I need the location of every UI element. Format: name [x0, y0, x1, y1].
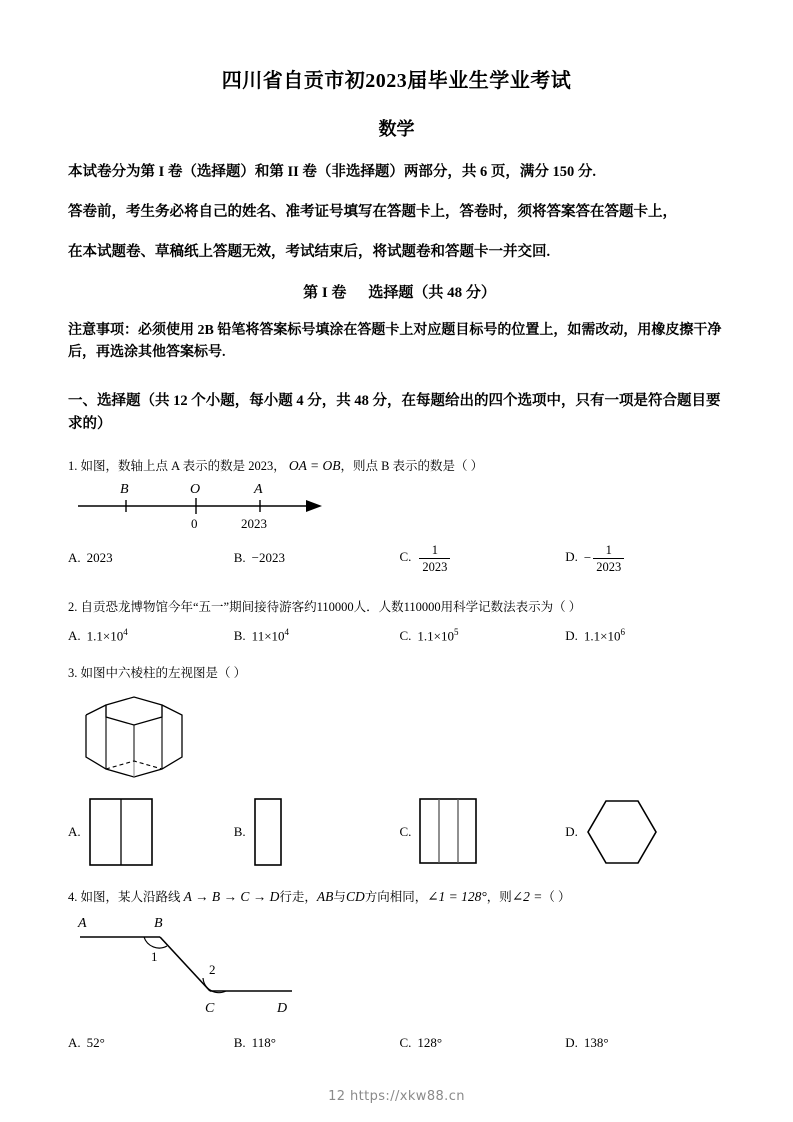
- option-c-label: C.: [399, 628, 412, 644]
- footer-watermark: 12 https://xkw88.cn: [328, 1089, 465, 1104]
- question-1-option-b[interactable]: [234, 550, 400, 566]
- question-4-mid-3: 方向相同，: [364, 890, 428, 905]
- question-4-segment-cd: CD: [345, 889, 365, 905]
- question-4-mid-4: ，则: [486, 890, 512, 905]
- option-d-text: 138°: [583, 1035, 609, 1051]
- question-3-option-d[interactable]: [565, 797, 731, 867]
- question-2-stem-text: 自贡恐龙博物馆今年“五一”期间接待游客约110000人．人数110000用科学记数法表示为（ ）: [80, 600, 582, 615]
- number-line-value-a: 2023: [241, 516, 267, 532]
- vertex-label-b: B: [154, 916, 163, 932]
- question-4-stem-pre: 如图，某人沿路线: [80, 890, 181, 905]
- option-c-base: 1.1×10: [417, 628, 455, 644]
- question-2-option-a[interactable]: [68, 627, 234, 644]
- zigzag-path-diagram: [74, 913, 314, 1025]
- question-4-stem: [68, 867, 731, 907]
- instruction-line-1: 本试卷分为第 I 卷（选择题）和第 II 卷（非选择题）两部分，共 6 页，满分 150 分.: [68, 164, 597, 180]
- option-d-fraction: [593, 543, 624, 574]
- question-1-stem: [68, 436, 731, 476]
- option-b-label: B.: [233, 824, 246, 840]
- question-3-options: [68, 787, 731, 867]
- rect-two-lines-icon: [419, 797, 481, 867]
- option-a-text: 2023: [86, 550, 113, 566]
- option-b-text: −2023: [251, 550, 286, 566]
- option-a-text: 52°: [86, 1035, 105, 1051]
- option-b-exponent: 4: [284, 627, 290, 638]
- vertex-label-c: C: [205, 1001, 215, 1017]
- question-1-stem-pre: 如图，数轴上点 A 表示的数是 2023，: [80, 459, 286, 474]
- angle-2-label: 2: [209, 962, 216, 978]
- question-2-options: [68, 617, 731, 644]
- option-c-denominator: 2023: [422, 559, 448, 574]
- subject-title: 数学: [378, 119, 415, 139]
- number-line-label-b: B: [120, 482, 129, 498]
- option-d-numerator: 1: [593, 543, 624, 559]
- question-4-option-d[interactable]: [565, 1035, 731, 1051]
- option-c-label: C.: [399, 549, 412, 565]
- narrow-rect-icon: [254, 797, 288, 867]
- option-c-numerator: 1: [419, 543, 450, 559]
- question-4-option-a[interactable]: [68, 1035, 234, 1051]
- paper-section-label: 第 I 卷: [303, 285, 347, 302]
- question-2-stem: [68, 578, 731, 617]
- question-1-number: 1.: [68, 459, 78, 474]
- paper-section-heading: [68, 261, 731, 302]
- number-line-label-a: A: [254, 482, 263, 498]
- choice-section-heading: 一、选择题（共 12 个小题，每小题 4 分，共 48 分，在每题给出的四个选项中，只有一项是符合题目要求的）: [68, 392, 721, 432]
- rect-one-line-icon: [89, 797, 155, 867]
- question-4-option-c[interactable]: [400, 1035, 566, 1051]
- number-line-label-o: O: [190, 482, 201, 498]
- instruction-line-2: 答卷前，考生务必将自己的姓名、准考证号填写在答题卡上，答卷时，须将答案答在答题卡上，: [68, 204, 677, 221]
- vertex-label-a: A: [78, 916, 87, 932]
- option-c-text: 128°: [417, 1035, 443, 1051]
- hexagonal-prism-icon: [76, 691, 186, 787]
- angle-1-label: 1: [151, 949, 158, 965]
- option-d-denominator: 2023: [596, 559, 622, 574]
- question-1-figure: [68, 476, 731, 534]
- option-d-sign: −: [583, 550, 592, 566]
- question-4-segment-ab: AB: [316, 889, 334, 905]
- question-4-options: [68, 1025, 731, 1051]
- number-line-value-origin: 0: [191, 516, 198, 532]
- question-2-number: 2.: [68, 600, 78, 615]
- question-3-number: 3.: [68, 666, 78, 681]
- question-4-figure: [68, 907, 731, 1025]
- option-d-label: D.: [565, 628, 578, 644]
- option-b-label: B.: [233, 550, 246, 566]
- question-4-stem-post: （ ）: [542, 890, 571, 905]
- vertex-label-d: D: [277, 1001, 288, 1017]
- question-4-number: 4.: [68, 890, 78, 905]
- hexagon-icon: [586, 797, 660, 867]
- option-d-exponent: 6: [620, 627, 625, 638]
- question-3-figure: [68, 683, 731, 787]
- question-2-option-d[interactable]: [565, 627, 731, 644]
- question-2-option-b[interactable]: [234, 627, 400, 644]
- question-3-option-c[interactable]: [400, 797, 566, 867]
- option-a-base: 1.1×10: [86, 628, 124, 644]
- option-c-fraction: [419, 543, 450, 574]
- document-body: [0, 141, 793, 1051]
- question-3-option-a[interactable]: [68, 797, 234, 867]
- question-1-options: [68, 534, 731, 578]
- question-4-angle2-query: ∠2 =: [511, 889, 543, 905]
- question-1-stem-post: ，则点 B 表示的数是（ ）: [340, 459, 484, 474]
- option-b-base: 11×10: [251, 628, 285, 644]
- option-d-label: D.: [565, 1035, 578, 1051]
- question-3-stem-text: 如图中六棱柱的左视图是（ ）: [80, 666, 247, 681]
- question-4-angle1-value: ∠1 = 128°: [427, 889, 487, 905]
- option-a-label: A.: [68, 550, 81, 566]
- instruction-line-3: 在本试题卷、草稿纸上答题无效，考试结束后，将试题卷和答题卡一并交回.: [68, 244, 551, 261]
- notice-text: 注意事项：必须使用 2B 铅笔将答案标号填涂在答题卡上对应题目标号的位置上，如需改动，用橡皮擦干净后，再选涂其他答案标号.: [68, 323, 722, 361]
- option-c-label: C.: [399, 824, 412, 840]
- option-b-label: B.: [233, 1035, 246, 1051]
- question-4-path: A → B → C → D: [183, 889, 280, 905]
- option-b-text: 118°: [251, 1035, 276, 1051]
- option-a-label: A.: [68, 1035, 81, 1051]
- option-d-base: 1.1×10: [583, 628, 621, 644]
- paper-section-name: 选择题（共 48 分）: [368, 285, 496, 302]
- option-d-label: D.: [565, 549, 578, 565]
- option-a-exponent: 4: [123, 627, 128, 638]
- question-1-option-d[interactable]: [565, 543, 731, 574]
- question-4-mid-2: 与: [333, 890, 346, 905]
- question-4-option-b[interactable]: [234, 1035, 400, 1051]
- option-b-label: B.: [233, 628, 246, 644]
- question-1-option-a[interactable]: [68, 550, 234, 566]
- page-title: 四川省自贡市初2023届毕业生学业考试: [221, 70, 572, 92]
- question-3-option-b[interactable]: [234, 797, 400, 867]
- question-1-expression: OA = OB: [288, 458, 341, 474]
- option-a-label: A.: [68, 824, 81, 840]
- option-d-label: D.: [565, 824, 578, 840]
- number-line-diagram: [68, 476, 328, 534]
- option-c-exponent: 5: [454, 627, 459, 638]
- question-4-mid-1: 行走，: [279, 890, 317, 905]
- question-2-option-c[interactable]: [400, 627, 566, 644]
- question-1-option-c[interactable]: [400, 543, 566, 574]
- option-c-label: C.: [399, 1035, 412, 1051]
- option-a-label: A.: [68, 628, 81, 644]
- question-3-stem: [68, 644, 731, 683]
